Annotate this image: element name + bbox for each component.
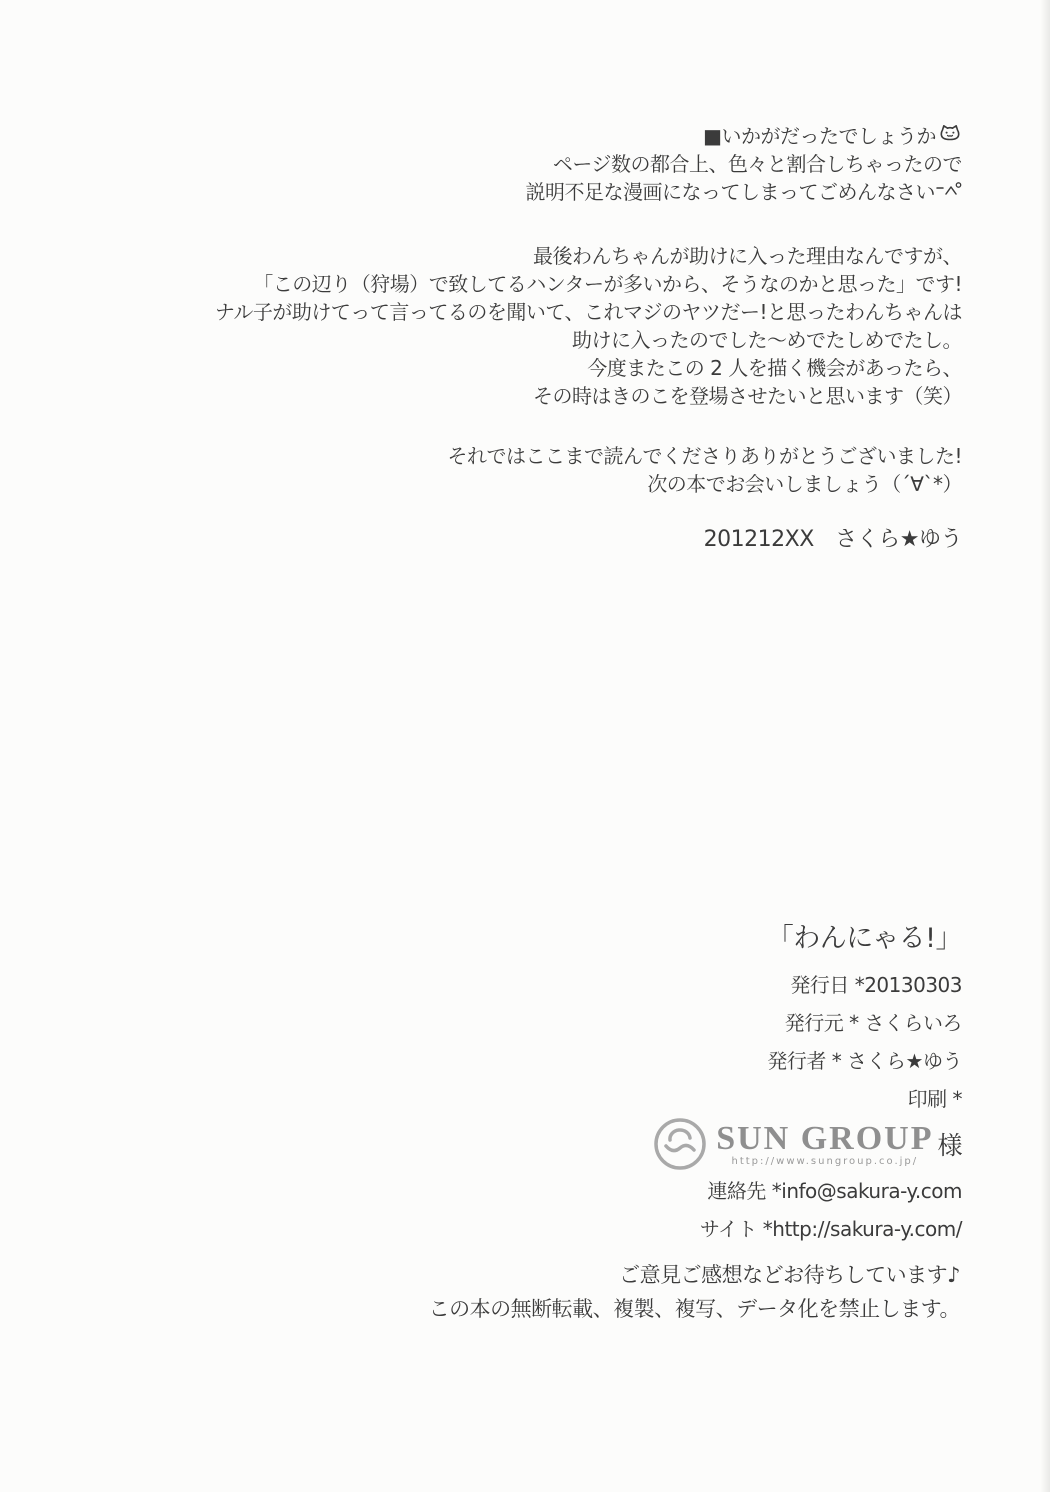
print-label: 印刷 * <box>907 1087 962 1111</box>
printer-row <box>652 1116 962 1172</box>
page-edge-shadow <box>1040 0 1050 1492</box>
book-title: 「わんにゃる!」 <box>766 923 962 954</box>
afterword-section <box>215 122 962 554</box>
printer-logotype <box>716 1119 934 1167</box>
copyright-note: この本の無断転載、複製、複写、データ化を禁止します。 <box>428 1297 960 1321</box>
footer-section <box>429 1258 960 1326</box>
colophon-section <box>652 922 962 1248</box>
afterword-body-line: ナル子が助けてって言ってるのを聞いて、これマジのヤツだー!と思ったわんちゃんは <box>214 300 962 324</box>
afterword-body-line: 今度またこの 2 人を描く機会があったら、 <box>587 356 962 380</box>
printer-honorific: 様 <box>937 1131 962 1160</box>
publish-date: 発行日 *20130303 <box>790 973 962 997</box>
publisher: 発行元 * さくらいろ <box>784 1011 962 1035</box>
afterword-body-line: 助けに入ったのでした～めでたしめでたし。 <box>572 328 962 352</box>
afterword-closing-line: 次の本でお会いしましょう（´∀`*） <box>647 472 962 496</box>
afterword-closing-line: それではここまで読んでくださりありがとうございました! <box>447 444 962 468</box>
printer-name: SUN GROUP <box>716 1119 934 1157</box>
cat-face-icon <box>938 123 962 147</box>
afterword-intro-line1-text: ■いかがだったでしょうか <box>703 124 936 148</box>
signature-date: 201212XX さくら★ゆう <box>703 527 962 552</box>
sun-group-logo-icon <box>652 1116 708 1172</box>
afterword-body-line: 「この辺り（狩場）で致してるハンターが多いから、そうなのかと思った」です! <box>253 272 962 296</box>
site-url: サイト *http://sakura-y.com/ <box>699 1217 962 1241</box>
sweat-kaomoji-icon <box>936 181 962 197</box>
printer-url: http://www.sungroup.co.jp/ <box>731 1155 919 1167</box>
feedback-note: ご意見ご感想などお待ちしています♪ <box>619 1263 960 1287</box>
afterword-intro-line3 <box>215 178 962 206</box>
afterword-intro-line2: ページ数の都合上、色々と割合しちゃったので <box>552 152 962 176</box>
contact-email: 連絡先 *info@sakura-y.com <box>707 1179 962 1203</box>
afterword-intro-line3-text: 説明不足な漫画になってしまってごめんなさい <box>525 180 935 204</box>
afterword-body-line: 最後わんちゃんが助けに入った理由なんですが、 <box>533 244 962 268</box>
afterword-body-line: その時はきのこを登場させたいと思います（笑） <box>533 384 962 408</box>
afterword-intro-line1 <box>215 122 962 150</box>
author: 発行者 * さくら★ゆう <box>767 1049 962 1073</box>
